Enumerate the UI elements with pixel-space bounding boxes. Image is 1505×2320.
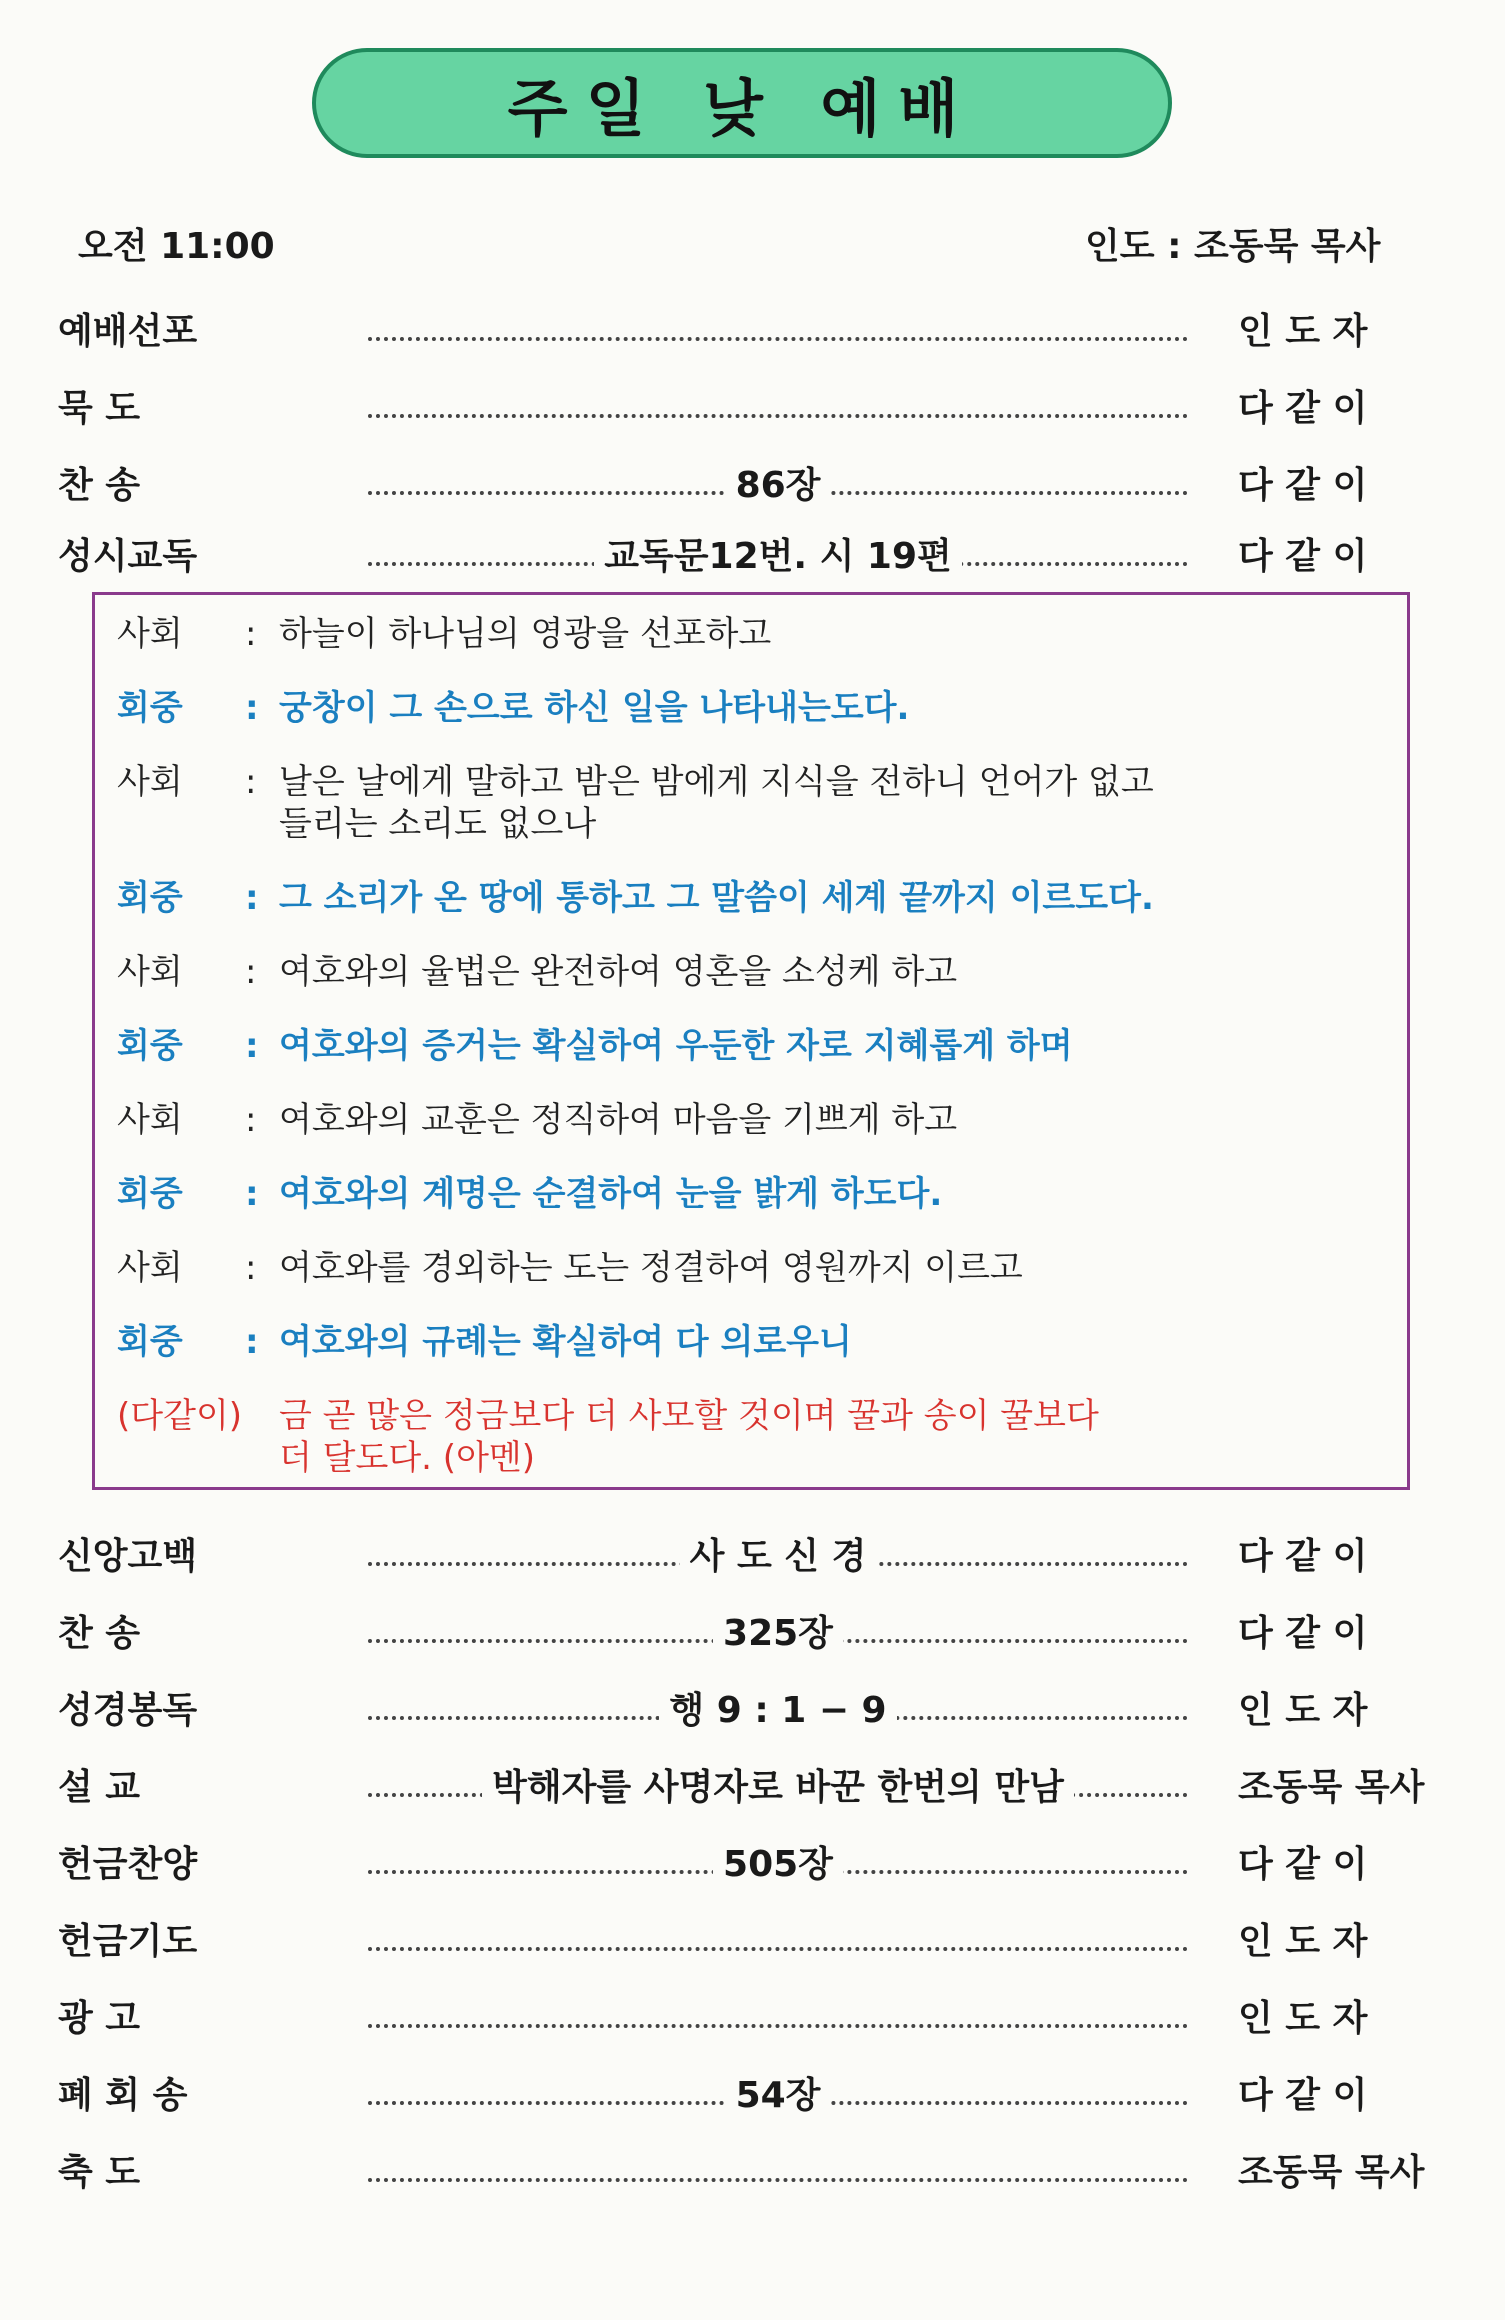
- reading-text: 여호와의 계명은 순결하여 눈을 밝게 하도다.: [279, 1174, 943, 1214]
- reading-text: 여호와의 규례는 확실하여 다 의로우니: [279, 1322, 852, 1362]
- order-item-name: 헌금기도: [58, 1921, 198, 1962]
- reading-role: 회중: [117, 1174, 183, 1214]
- order-item-name: 찬 송: [58, 465, 141, 506]
- order-item-detail: 54장: [726, 2075, 831, 2116]
- order-item-leader: 다 같 이: [1238, 2075, 1368, 2116]
- reading-text: 여호와의 율법은 완전하여 영혼을 소성케 하고: [279, 952, 958, 992]
- order-item-detail: 사 도 신 경: [680, 1536, 877, 1577]
- reading-line: 회중 : 궁창이 그 손으로 하신 일을 나타내는도다.: [117, 688, 910, 728]
- order-row: [58, 520, 1428, 576]
- order-item-detail: 505장: [713, 1844, 843, 1885]
- order-row: [58, 372, 1428, 428]
- reading-line: 사회 : 하늘이 하나님의 영광을 선포하고: [117, 614, 772, 654]
- order-item-detail: 86장: [726, 465, 831, 506]
- reading-text: 여호와를 경외하는 도는 정결하여 영원까지 이르고: [279, 1248, 1023, 1288]
- reading-text: 그 소리가 온 땅에 통하고 그 말씀이 세계 끝까지 이르도다.: [279, 878, 1154, 918]
- reading-role: 사회: [117, 614, 183, 654]
- responsive-reading-box: [92, 592, 1410, 1490]
- dot-leader: [368, 305, 1188, 341]
- order-item-leader: 다 같 이: [1238, 1613, 1368, 1654]
- order-row: [58, 295, 1428, 351]
- order-item-leader: 다 같 이: [1238, 536, 1368, 577]
- order-item-name: 예배선포: [58, 311, 198, 352]
- dot-leader: [368, 1915, 1188, 1951]
- order-item-name: 설 교: [58, 1767, 141, 1808]
- reading-role: 사회: [117, 1100, 183, 1140]
- reading-line: 회중 : 그 소리가 온 땅에 통하고 그 말씀이 세계 끝까지 이르도다.: [117, 878, 1154, 918]
- reading-role: 사회: [117, 762, 183, 802]
- dot-leader: [368, 1992, 1188, 2028]
- reading-continuation: 들리는 소리도 없으나: [279, 804, 597, 844]
- order-item-leader: 다 같 이: [1238, 1844, 1368, 1885]
- reading-text: 날은 날에게 말하고 밤은 밤에게 지식을 전하니 언어가 없고: [279, 762, 1154, 802]
- dot-leader: [368, 2146, 1188, 2182]
- order-row: [58, 1674, 1428, 1730]
- order-item-leader: 다 같 이: [1238, 1536, 1368, 1577]
- order-item-leader: 인 도 자: [1238, 311, 1368, 352]
- order-item-leader: 인 도 자: [1238, 1690, 1368, 1731]
- reading-line: 회중 : 여호와의 증거는 확실하여 우둔한 자로 지혜롭게 하며: [117, 1026, 1073, 1066]
- order-item-leader: 인 도 자: [1238, 1921, 1368, 1962]
- order-item-leader: 조동묵 목사: [1238, 1767, 1425, 1808]
- order-row: [58, 1828, 1428, 1884]
- presider: 인도 : 조동묵 목사: [1085, 226, 1381, 267]
- order-item-leader: 조동묵 목사: [1238, 2152, 1425, 2193]
- reading-continuation: 더 달도다. (아멘): [279, 1438, 536, 1478]
- order-row: [58, 449, 1428, 505]
- reading-role: (다같이): [117, 1396, 243, 1436]
- reading-text: 금 곧 많은 정금보다 더 사모할 것이며 꿀과 송이 꿀보다: [279, 1396, 1099, 1436]
- reading-role: 회중: [117, 878, 183, 918]
- reading-line: 사회 : 여호와의 교훈은 정직하여 마음을 기쁘게 하고: [117, 1100, 958, 1140]
- order-row: [58, 1520, 1428, 1576]
- reading-line: 사회 : 날은 날에게 말하고 밤은 밤에게 지식을 전하니 언어가 없고: [117, 762, 1154, 802]
- order-item-detail: 교독문12번. 시 19편: [594, 536, 962, 577]
- order-row: [58, 1597, 1428, 1653]
- dot-leader: [368, 382, 1188, 418]
- reading-line: 사회 : 여호와를 경외하는 도는 정결하여 영원까지 이르고: [117, 1248, 1023, 1288]
- order-item-name: 헌금찬양: [58, 1844, 198, 1885]
- title-banner: [312, 48, 1172, 158]
- reading-line: 회중 : 여호와의 계명은 순결하여 눈을 밝게 하도다.: [117, 1174, 943, 1214]
- order-item-name: 광 고: [58, 1998, 141, 2039]
- reading-text: 궁창이 그 손으로 하신 일을 나타내는도다.: [279, 688, 910, 728]
- reading-line: 회중 : 여호와의 규례는 확실하여 다 의로우니: [117, 1322, 852, 1362]
- sermon-title: 박해자를 사명자로 바꾼 한번의 만남: [482, 1767, 1074, 1808]
- order-item-name: 폐 회 송: [58, 2075, 188, 2116]
- page-title: 주일 낮 예배: [507, 71, 977, 145]
- service-time: 오전 11:00: [78, 226, 275, 267]
- order-item-leader: 다 같 이: [1238, 388, 1368, 429]
- reading-text: 여호와의 교훈은 정직하여 마음을 기쁘게 하고: [279, 1100, 958, 1140]
- reading-role: 회중: [117, 1026, 183, 1066]
- reading-role: 회중: [117, 1322, 183, 1362]
- reading-role: 회중: [117, 688, 183, 728]
- reading-line: [117, 1395, 1099, 1437]
- order-item-name: 묵 도: [58, 388, 141, 429]
- reading-role: 사회: [117, 1248, 183, 1288]
- order-item-leader: 인 도 자: [1238, 1998, 1368, 2039]
- order-item-detail: 행 9 : 1 − 9: [659, 1690, 896, 1731]
- order-row: [58, 2059, 1428, 2115]
- order-item-name: 신앙고백: [58, 1536, 198, 1577]
- order-row: [58, 1982, 1428, 2038]
- order-item-name: 찬 송: [58, 1613, 141, 1654]
- order-row: [58, 2136, 1428, 2192]
- reading-text: 하늘이 하나님의 영광을 선포하고: [279, 614, 772, 654]
- order-row: [58, 1905, 1428, 1961]
- order-item-name: 성경봉독: [58, 1690, 198, 1731]
- reading-role: 사회: [117, 952, 183, 992]
- order-row: [58, 1751, 1428, 1807]
- reading-text: 여호와의 증거는 확실하여 우둔한 자로 지혜롭게 하며: [279, 1026, 1073, 1066]
- reading-line: 사회 : 여호와의 율법은 완전하여 영혼을 소성케 하고: [117, 952, 958, 992]
- order-item-leader: 다 같 이: [1238, 465, 1368, 506]
- order-item-name: 성시교독: [58, 536, 198, 577]
- order-item-name: 축 도: [58, 2152, 141, 2193]
- order-item-detail: 325장: [713, 1613, 843, 1654]
